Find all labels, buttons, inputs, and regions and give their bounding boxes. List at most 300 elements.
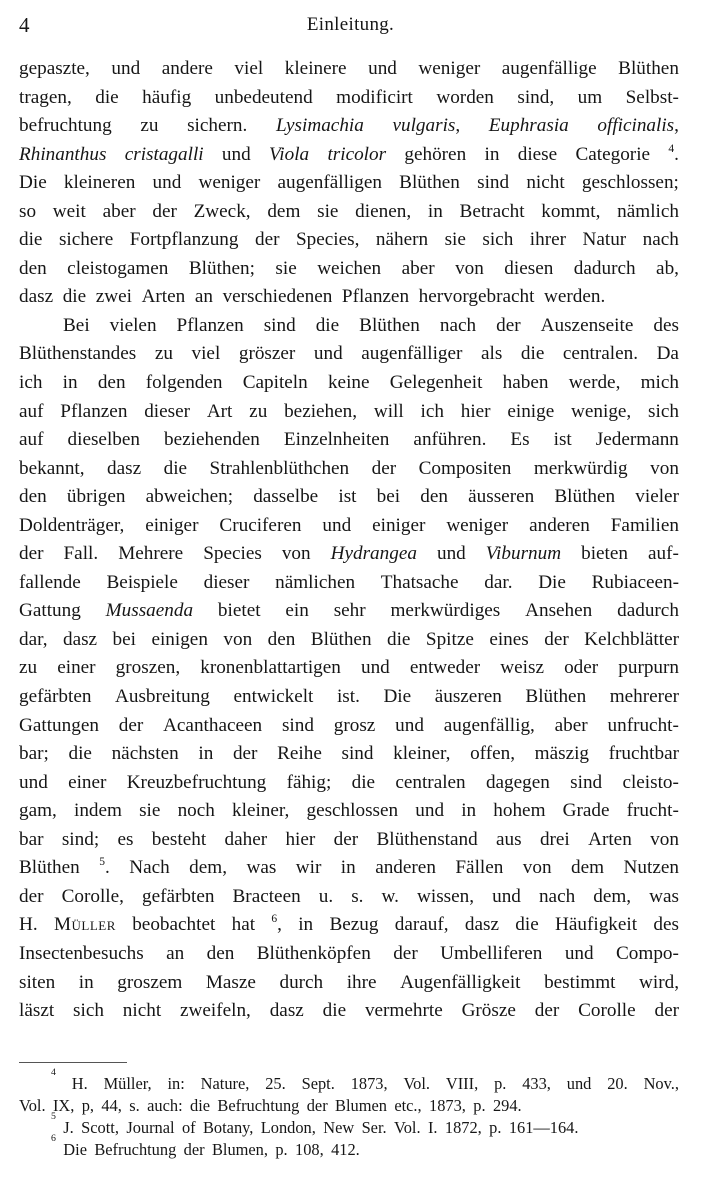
word: Rubiaceen-: [591, 571, 679, 593]
italic-word: officinalis: [597, 115, 675, 137]
word: läszt: [19, 1000, 55, 1022]
word: unbedeutend: [214, 86, 313, 108]
text-line: [19, 283, 679, 312]
word: Blüthen: [310, 628, 372, 650]
word: in: [198, 743, 214, 765]
italic-word: Lysimachia: [275, 115, 364, 137]
word: Insectenbesuchs: [19, 942, 144, 964]
word: den: [267, 628, 296, 650]
word: auch:: [147, 1096, 183, 1115]
word: der: [232, 743, 258, 765]
word: Thatsache: [380, 571, 459, 593]
word: Die: [383, 686, 412, 708]
word: VIII,: [445, 1074, 479, 1093]
word: nicht: [526, 172, 565, 194]
word: dem: [267, 200, 301, 222]
word: vielen: [109, 314, 157, 336]
word: 44,: [101, 1096, 122, 1115]
word: Gelegenheit: [389, 372, 483, 394]
word: einer: [57, 657, 96, 679]
word: Blüthen: [554, 486, 616, 508]
word: befruchtung: [19, 115, 112, 137]
word: dasselbe: [253, 486, 319, 508]
word: dadurch: [573, 257, 636, 279]
word: aber: [102, 200, 136, 222]
word: die: [322, 1000, 347, 1022]
word: weichen: [317, 257, 382, 279]
word: die: [315, 314, 340, 336]
word: sie: [275, 257, 297, 279]
word: cleistogamen: [67, 257, 169, 279]
text-line: [19, 569, 679, 598]
word: weniger: [418, 58, 481, 79]
word: fallende: [19, 571, 81, 593]
word: des: [653, 914, 679, 936]
word: ich: [420, 400, 444, 422]
italic-word: Rhinanthus: [19, 143, 107, 165]
word: Ausbreitung: [115, 686, 210, 708]
word: einigen: [151, 628, 208, 650]
word: dem,: [189, 857, 228, 879]
word: ,: [277, 914, 282, 936]
word: von: [223, 628, 253, 650]
word: augenfällig,: [443, 714, 535, 736]
text-line: [19, 940, 679, 969]
word: äusseren: [468, 486, 535, 508]
word: aus: [496, 828, 522, 850]
word: fähig;: [286, 771, 332, 793]
text-line: [19, 797, 679, 826]
word: die: [62, 286, 87, 308]
word: 108,: [295, 1140, 324, 1159]
footnote-marker: 4: [51, 1067, 56, 1078]
word: centralen: [395, 771, 466, 793]
word: und: [322, 514, 352, 536]
text-line: [19, 169, 679, 198]
word: die: [351, 771, 376, 793]
word: vieler: [635, 486, 679, 508]
word: dagegen: [485, 771, 550, 793]
word: Compositen: [418, 457, 512, 479]
word: weisz: [500, 657, 544, 679]
word: und: [313, 343, 343, 365]
word: kronenblattartigen: [200, 657, 341, 679]
word: als: [481, 343, 503, 365]
word: ich: [19, 372, 43, 394]
word: Cruciferen: [219, 514, 302, 536]
word: p.: [275, 1140, 288, 1159]
word: Blüthenstandes: [19, 343, 137, 365]
word: die: [163, 457, 188, 479]
word: von: [650, 457, 679, 479]
footnote-marker: 6: [51, 1133, 56, 1144]
word: der: [333, 828, 359, 850]
word: bar: [19, 828, 44, 850]
word: sichere: [58, 229, 114, 251]
word: der: [371, 457, 397, 479]
text-line: [19, 226, 679, 255]
word: viel: [191, 343, 221, 365]
running-title: Einleitung.: [306, 14, 395, 35]
word: [392, 112, 460, 141]
word: Bezug: [329, 914, 379, 936]
word: kleineren: [63, 172, 136, 194]
word: Ansehen: [525, 600, 593, 622]
word: s.: [129, 1096, 140, 1115]
text-line: [19, 712, 679, 741]
word: p.: [494, 1074, 507, 1093]
word: London,: [260, 1118, 316, 1137]
word: Corolle,: [61, 885, 124, 907]
word: Categorie: [575, 143, 651, 165]
word: dienen,: [355, 200, 412, 222]
word: bieten: [581, 543, 628, 565]
word: weniger: [198, 172, 261, 194]
word: hier: [285, 828, 316, 850]
text-line: [19, 826, 679, 855]
word: Blüthenköpfen: [256, 942, 371, 964]
word: centralen.: [562, 343, 639, 365]
text-line: [19, 883, 679, 912]
word: sie: [317, 200, 339, 222]
text-line: [19, 740, 679, 769]
word: gröszer: [238, 343, 296, 365]
italic-word: Viola: [268, 143, 310, 165]
word: abweichen;: [145, 486, 234, 508]
word: die: [190, 1096, 211, 1115]
footnote-marker: 5: [99, 856, 105, 869]
italic-word: Viburnum: [485, 543, 562, 565]
word: Blüthenstand: [376, 828, 478, 850]
word: wir: [295, 857, 322, 879]
word: sie: [444, 229, 466, 251]
word: dem,: [593, 885, 632, 907]
word: der: [544, 628, 569, 650]
word: kleinere: [284, 58, 347, 79]
text-line: [19, 198, 679, 227]
word: sichern.: [187, 115, 248, 137]
text-line: [19, 455, 679, 484]
word: sich: [648, 400, 679, 422]
word: Pflanzen: [176, 314, 244, 336]
word: of: [181, 1118, 196, 1137]
word: die: [19, 229, 43, 251]
word: drei: [539, 828, 570, 850]
word: es: [117, 828, 134, 850]
text-line: [19, 426, 679, 455]
word: dasz: [19, 286, 54, 308]
word: bekannt,: [19, 457, 85, 479]
word: 294.: [492, 1096, 522, 1115]
word: des: [653, 314, 679, 336]
footnote-marker: 5: [51, 1111, 56, 1122]
word: sie: [139, 800, 161, 822]
text-line: [19, 654, 679, 683]
word: die: [515, 914, 539, 936]
text-line: [19, 597, 679, 626]
word: sind;: [61, 828, 100, 850]
word: cleisto-: [622, 771, 679, 793]
word: Umbelliferen: [440, 942, 543, 964]
word: Natur: [582, 229, 627, 251]
text-line: [19, 997, 679, 1026]
word: Grade: [562, 800, 610, 822]
word: ,: [674, 115, 679, 137]
word: zweifeln,: [180, 1000, 251, 1022]
word: Blüthen;: [188, 257, 255, 279]
word: so: [19, 200, 37, 222]
word: und: [415, 800, 445, 822]
word: Vol.: [403, 1074, 431, 1093]
word: und: [19, 771, 48, 793]
word: IX,: [52, 1096, 75, 1115]
word: aber: [554, 714, 588, 736]
word: sind: [477, 172, 510, 194]
word: bei: [376, 486, 401, 508]
word: Da: [656, 343, 679, 365]
word: den: [206, 942, 235, 964]
word: der: [534, 1000, 560, 1022]
word: und: [566, 1074, 592, 1093]
word: und: [221, 143, 251, 165]
word: nämlichen: [275, 571, 356, 593]
word: Species: [203, 543, 262, 565]
word: hat: [231, 914, 256, 936]
word: oder: [564, 657, 599, 679]
footnote-marker: 6: [271, 913, 278, 926]
page-number: 4: [19, 13, 30, 37]
word: will: [373, 400, 404, 422]
word: weit: [52, 200, 86, 222]
word: u.: [318, 885, 334, 907]
word: und: [368, 58, 397, 79]
word: sind: [281, 714, 314, 736]
word: auf-: [648, 543, 679, 565]
word: Nature,: [200, 1074, 250, 1093]
word: die: [68, 743, 92, 765]
word: verschiedenen: [222, 286, 333, 308]
word: in: [78, 971, 94, 993]
word: gepaszte,: [19, 58, 90, 79]
word: Sept.: [301, 1074, 335, 1093]
word: dadurch: [617, 600, 679, 622]
word: der: [654, 1000, 679, 1022]
italic-word: Hydrangea: [330, 543, 417, 565]
text-line: [19, 483, 679, 512]
word: häufig: [142, 86, 192, 108]
word: zu: [249, 400, 268, 422]
word: der: [183, 1140, 205, 1159]
word: Befruchtung: [217, 1096, 300, 1115]
word: geschlossen: [306, 800, 399, 822]
word: I.: [427, 1118, 438, 1137]
word: Blumen: [335, 1096, 387, 1115]
word: entwickelt: [233, 686, 314, 708]
word: geschlossen;: [581, 172, 679, 194]
word: den: [19, 257, 47, 279]
italic-word: vulgaris: [392, 115, 456, 137]
word: was: [246, 857, 277, 879]
word: in:: [167, 1074, 185, 1093]
word: Art: [206, 400, 233, 422]
word: sich: [482, 229, 514, 251]
word: auf: [19, 400, 44, 422]
word: Compo-: [616, 942, 679, 964]
footnote-marker: 4: [668, 142, 675, 155]
word: folgenden: [145, 372, 223, 394]
word: Journal: [126, 1118, 175, 1137]
word: J.: [63, 1118, 74, 1137]
word: einiger: [372, 514, 426, 536]
word: Nov.,: [643, 1074, 679, 1093]
word: bar;: [19, 743, 49, 765]
word: Familien: [610, 514, 679, 536]
word: dar.: [484, 571, 513, 593]
word: übrigen: [66, 486, 126, 508]
word: nähern: [375, 229, 429, 251]
word: und: [436, 543, 466, 565]
word: 1873,: [350, 1074, 388, 1093]
word: gefärbten: [141, 885, 215, 907]
word: Betracht: [459, 200, 525, 222]
footnote-line: [19, 1133, 679, 1161]
word: New: [323, 1118, 355, 1137]
word: groszem: [117, 971, 183, 993]
word: dar,: [19, 628, 48, 650]
word: p.: [473, 1096, 486, 1115]
word: Botany,: [203, 1118, 254, 1137]
word: 1872,: [444, 1118, 482, 1137]
word: augenfälliger: [361, 343, 463, 365]
word: Kelchblätter: [584, 628, 679, 650]
word: Die: [538, 571, 566, 593]
word: ist: [553, 429, 572, 451]
word: Kreuzbefruchtung: [126, 771, 267, 793]
word: 161—164.: [508, 1118, 579, 1137]
word: hohem: [493, 800, 546, 822]
word: hervorgebracht: [418, 286, 535, 308]
word: groszen,: [115, 657, 181, 679]
word: Einzelnheiten: [283, 429, 390, 451]
word: dieser: [144, 400, 191, 422]
word: Vol.: [393, 1118, 421, 1137]
word: andere: [161, 58, 213, 79]
word: von: [455, 257, 484, 279]
word: Die: [19, 172, 47, 194]
word: Fällen: [455, 857, 504, 879]
word: beziehenden: [164, 429, 260, 451]
word: dieselben: [67, 429, 140, 451]
word: Blumen,: [211, 1140, 268, 1159]
word: [668, 141, 679, 170]
text-line: [19, 911, 679, 940]
word: keine: [327, 372, 370, 394]
word: daher: [224, 828, 268, 850]
text-line: [19, 312, 679, 341]
word: Bracteen: [232, 885, 301, 907]
word: Die: [63, 1140, 87, 1159]
word: dasz: [464, 914, 499, 936]
text-line: [19, 112, 679, 141]
word: zu: [19, 657, 38, 679]
text-line: [19, 540, 679, 569]
word: unfrucht-: [607, 714, 679, 736]
word: zu: [154, 343, 173, 365]
word: und: [395, 714, 424, 736]
word: Arten: [588, 828, 632, 850]
word: in: [298, 914, 314, 936]
word: und: [360, 657, 390, 679]
word: mich: [640, 372, 679, 394]
word: kleiner,: [232, 800, 290, 822]
word: um: [577, 86, 603, 108]
word: Acanthaceen: [163, 714, 263, 736]
word: bestimmt: [544, 971, 616, 993]
word: s.: [351, 885, 364, 907]
word: Pflanzen: [341, 286, 410, 308]
word: merkwürdiges: [390, 600, 501, 622]
word: Species,: [295, 229, 360, 251]
word: Befruchtung: [94, 1140, 177, 1159]
word: werde,: [568, 372, 621, 394]
word: Corolle: [578, 1000, 636, 1022]
word: Mehrere: [118, 543, 184, 565]
word: in: [340, 857, 356, 879]
text-line: [19, 340, 679, 369]
word: Scott,: [81, 1118, 119, 1137]
word: ein: [285, 600, 309, 622]
word: die: [387, 628, 411, 650]
word: gehören: [404, 143, 467, 165]
word: etc.,: [394, 1096, 422, 1115]
word: nämlich: [617, 200, 679, 222]
word: Ser.: [361, 1118, 387, 1137]
word: anführen.: [413, 429, 487, 451]
word: Zweck,: [193, 200, 251, 222]
word: Selbst-: [625, 86, 679, 108]
word: Blüthen: [399, 172, 460, 194]
word: durch: [279, 971, 324, 993]
word: haben: [502, 372, 549, 394]
word: aber: [401, 257, 435, 279]
word: w.: [381, 885, 399, 907]
word: einige: [507, 400, 555, 422]
word: an: [194, 286, 213, 308]
word: von: [281, 543, 311, 565]
text-line: [19, 55, 679, 84]
word: beobachtet: [132, 914, 216, 936]
word: dasz: [107, 457, 142, 479]
word: Vol.: [19, 1096, 46, 1115]
word: Fortpflanzung: [129, 229, 239, 251]
word: noch: [177, 800, 215, 822]
word: nach: [439, 314, 477, 336]
word: einer: [68, 771, 107, 793]
word: und: [564, 942, 594, 964]
word: weniger: [446, 514, 509, 536]
word: Häufigkeit: [555, 914, 638, 936]
word: wird,: [639, 971, 679, 993]
text-line: [19, 969, 679, 998]
body-text: [19, 55, 679, 1026]
word: nicht: [122, 1000, 162, 1022]
text-line: [19, 369, 679, 398]
text-line: [19, 854, 679, 883]
word: Beispiele: [106, 571, 178, 593]
word: Doldenträger,: [19, 514, 125, 536]
word: 1873,: [429, 1096, 466, 1115]
word: offen,: [470, 743, 516, 765]
